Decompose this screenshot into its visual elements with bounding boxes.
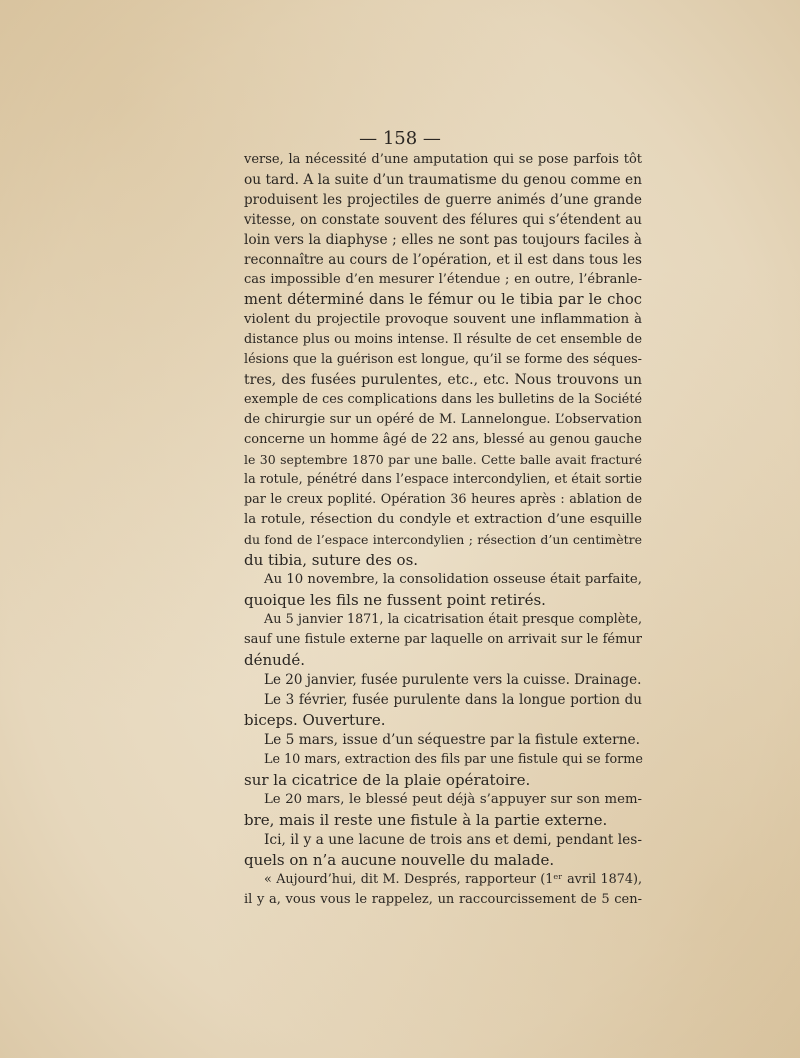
text-line: Au 10 novembre, la consolidation osseuse était parfaite,	[264, 572, 642, 587]
text-line: sauf une fistule externe par laquelle on arrivait sur le fémur	[244, 632, 642, 647]
text-line: lésions que la guérison est longue, qu’il se forme des séques-	[244, 352, 642, 367]
text-line: Le 5 mars, issue d’un séquestre par la fistule externe.	[264, 732, 641, 748]
text-line: ou tard. A la suite d’un traumatisme du genou comme en	[244, 172, 643, 188]
text-line: quels on n’a aucune nouvelle du malade.	[244, 851, 555, 869]
text-line: le 30 septembre 1870 par une balle. Cette balle avait fracturé	[244, 452, 642, 467]
text-line: distance plus ou moins intense. Il résulte de cet ensemble de	[244, 332, 642, 347]
text-line: concerne un homme âgé de 22 ans, blessé au genou gauche	[244, 432, 642, 447]
text-line: Le 20 janvier, fusée purulente vers la cuisse. Drainage.	[264, 672, 642, 688]
text-line: bre, mais il reste une fistule à la partie externe.	[244, 811, 608, 829]
text-line: biceps. Ouverture.	[244, 711, 386, 729]
text-line: du tibia, suture des os.	[244, 551, 419, 569]
text-line: tres, des fusées purulentes, etc., etc. Nous trouvons un	[244, 372, 642, 388]
text-line: dénudé.	[244, 651, 306, 669]
text-line: ment déterminé dans le fémur ou le tibia par le choc	[244, 291, 642, 308]
text-line: Le 10 mars, extraction des fils par une fistule qui se forme	[264, 752, 643, 767]
text-line: vitesse, on constate souvent des félures qui s’étendent au	[244, 212, 642, 228]
text-line: quoique les fils ne fussent point retirés.	[244, 591, 546, 609]
text-line: violent du projectile provoque souvent une inflammation à	[244, 312, 642, 327]
text-line: Le 20 mars, le blessé peut déjà s’appuyer sur son mem-	[264, 792, 642, 807]
text-line: « Aujourd’hui, dit M. Després, rapporteur (1ᵉʳ avril 1874),	[264, 872, 642, 887]
text-line: la rotule, pénétré dans l’espace intercondylien, et était sortie	[244, 472, 642, 487]
text-line: produisent les projectiles de guerre animés d’une grande	[244, 192, 642, 208]
text-line: exemple de ces complications dans les bulletins de la Société	[244, 392, 642, 407]
text-line: verse, la nécessité d’une amputation qui se pose parfois tôt	[244, 152, 642, 167]
text-line: sur la cicatrice de la plaie opératoire.	[244, 771, 531, 789]
text-line: loin vers la diaphyse ; elles ne sont pas toujours faciles à	[244, 232, 642, 248]
body-text	[244, 150, 642, 910]
text-line: cas impossible d’en mesurer l’étendue ; en outre, l’ébranle-	[244, 272, 642, 287]
text-line: du fond de l’espace intercondylien ; résection d’un centimètre	[244, 532, 642, 547]
text-line: reconnaître au cours de l’opération, et il est dans tous les	[244, 252, 642, 268]
text-line: par le creux poplité. Opération 36 heures après : ablation de	[244, 492, 642, 507]
page-number: — 158 —	[359, 128, 441, 149]
text-line: la rotule, résection du condyle et extraction d’une esquille	[244, 512, 642, 527]
text-line: Au 5 janvier 1871, la cicatrisation était presque complète,	[264, 612, 642, 627]
text-line: il y a, vous vous le rappelez, un raccourcissement de 5 cen-	[244, 892, 642, 907]
text-line: Ici, il y a une lacune de trois ans et demi, pendant les-	[264, 832, 642, 848]
text-line: Le 3 février, fusée purulente dans la longue portion du	[264, 692, 642, 708]
text-line: de chirurgie sur un opéré de M. Lannelongue. L’observation	[244, 412, 642, 427]
